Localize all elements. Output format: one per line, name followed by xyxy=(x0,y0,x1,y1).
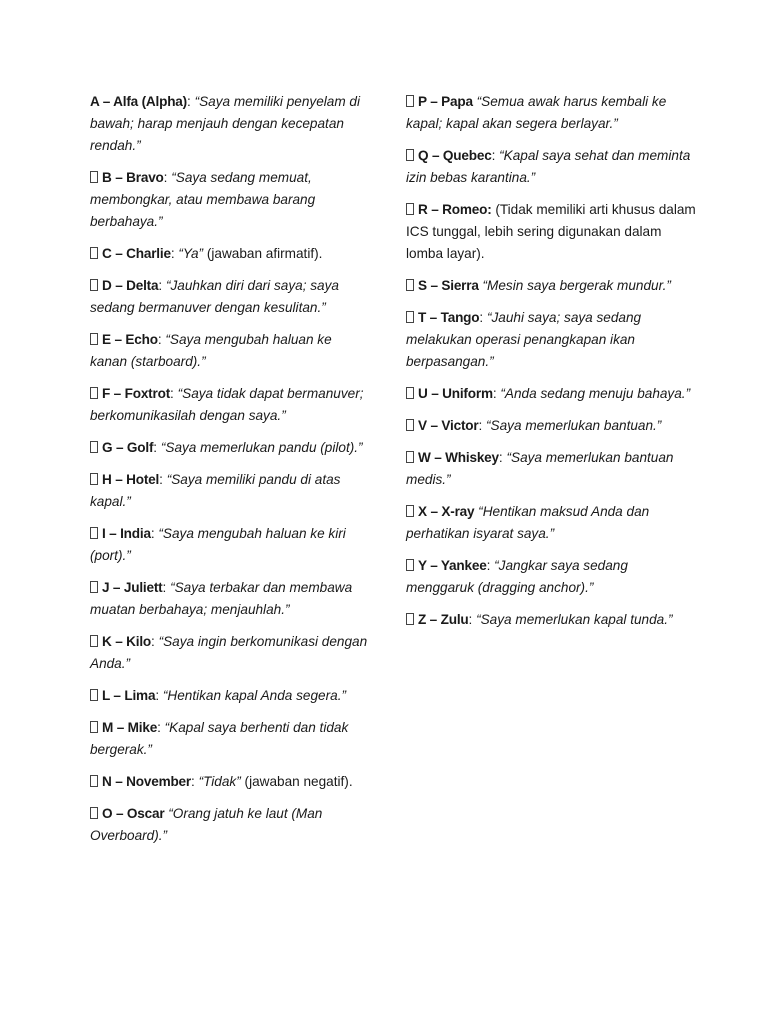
signal-flag-entry xyxy=(406,555,696,599)
signal-flag-entry xyxy=(90,717,372,761)
signal-flag-entry xyxy=(90,803,372,847)
flag-meaning: “Saya sedang memuat, membongkar, atau membawa barang berbahaya.” xyxy=(90,170,316,229)
missing-glyph-icon xyxy=(90,473,98,485)
signal-flag-entry xyxy=(90,243,372,265)
flag-code: J – Juliett xyxy=(102,580,163,595)
signal-flag-entry xyxy=(90,523,372,567)
separator: : xyxy=(468,612,477,627)
signal-flag-entry xyxy=(406,383,696,405)
missing-glyph-icon xyxy=(406,203,414,215)
signal-flag-entry xyxy=(406,415,696,437)
separator: : xyxy=(159,472,167,487)
flag-meaning: “Ya” xyxy=(178,246,204,261)
separator: : xyxy=(158,278,166,293)
missing-glyph-icon xyxy=(406,149,414,161)
flag-code: E – Echo xyxy=(102,332,158,347)
flag-code: O – Oscar xyxy=(102,806,165,821)
flag-code: W – Whiskey xyxy=(418,450,499,465)
flag-meaning: “Saya memerlukan kapal tunda.” xyxy=(476,612,673,627)
separator: : xyxy=(170,246,179,261)
flag-meaning: “Tidak” xyxy=(198,774,241,789)
flag-meaning: “Saya mengubah haluan ke kiri (port).” xyxy=(90,526,346,563)
signal-flag-entry xyxy=(90,577,372,621)
separator: : xyxy=(479,310,487,325)
signal-flag-entry xyxy=(90,437,372,459)
separator: : xyxy=(151,634,159,649)
missing-glyph-icon xyxy=(90,807,98,819)
flag-meaning: “Jauhi saya; saya sedang melakukan operasi penangkapan ikan berpasangan.” xyxy=(406,310,642,369)
missing-glyph-icon xyxy=(406,311,414,323)
missing-glyph-icon xyxy=(406,505,414,517)
missing-glyph-icon xyxy=(90,581,98,593)
separator: : xyxy=(187,94,195,109)
missing-glyph-icon xyxy=(406,387,414,399)
flag-meaning: “Saya terbakar dan membawa muatan berbahaya; menjauhlah.” xyxy=(90,580,353,617)
flag-meaning: “Saya memiliki pandu di atas kapal.” xyxy=(90,472,341,509)
flag-code: M – Mike xyxy=(102,720,158,735)
missing-glyph-icon xyxy=(90,527,98,539)
separator: : xyxy=(157,332,166,347)
flag-code: Z – Zulu xyxy=(418,612,469,627)
flag-note: (jawaban afirmatif). xyxy=(203,246,323,261)
missing-glyph-icon xyxy=(406,613,414,625)
signal-flag-entry xyxy=(90,275,372,319)
missing-glyph-icon xyxy=(90,279,98,291)
flag-code: C – Charlie xyxy=(102,246,171,261)
missing-glyph-icon xyxy=(90,171,98,183)
flag-code: I – India xyxy=(102,526,151,541)
flag-code: T – Tango xyxy=(418,310,480,325)
signal-flag-entry xyxy=(90,469,372,513)
signal-flag-entry xyxy=(406,91,696,135)
flag-meaning: “Saya mengubah haluan ke kanan (starboard).” xyxy=(90,332,332,369)
signal-flag-entry xyxy=(90,91,372,157)
flag-code: V – Victor xyxy=(418,418,479,433)
signal-flag-entry xyxy=(406,145,696,189)
flag-code: H – Hotel xyxy=(102,472,160,487)
flag-code: L – Lima xyxy=(102,688,156,703)
separator: : xyxy=(191,774,199,789)
signal-flag-entry xyxy=(90,771,372,793)
flag-code: N – November xyxy=(102,774,192,789)
separator: : xyxy=(498,450,507,465)
flag-note: (Tidak memiliki arti khusus dalam ICS tunggal, lebih sering digunakan dalam lomba layar). xyxy=(406,202,696,261)
flag-meaning: “Saya memiliki penyelam di bawah; harap menjauh dengan kecepatan rendah.” xyxy=(90,94,361,153)
flag-meaning: “Mesin saya bergerak mundur.” xyxy=(482,278,671,293)
flag-meaning: “Saya memerlukan bantuan.” xyxy=(486,418,662,433)
flag-meaning: “Saya tidak dapat bermanuver; berkomunikasilah dengan saya.” xyxy=(90,386,364,423)
missing-glyph-icon xyxy=(90,721,98,733)
signal-flag-entry xyxy=(90,685,372,707)
flag-code: F – Foxtrot xyxy=(102,386,171,401)
missing-glyph-icon xyxy=(90,635,98,647)
missing-glyph-icon xyxy=(90,333,98,345)
signal-flag-entry xyxy=(90,329,372,373)
flag-code: D – Delta xyxy=(102,278,159,293)
flag-code: U – Uniform xyxy=(418,386,493,401)
signal-flag-entry xyxy=(406,307,696,373)
missing-glyph-icon xyxy=(90,247,98,259)
missing-glyph-icon xyxy=(406,419,414,431)
flag-code: G – Golf xyxy=(102,440,154,455)
separator: : xyxy=(162,580,171,595)
flag-code: A – Alfa (Alpha) xyxy=(90,94,187,109)
flag-meaning: “Saya memerlukan pandu (pilot).” xyxy=(160,440,363,455)
missing-glyph-icon xyxy=(90,689,98,701)
flag-meaning: “Hentikan kapal Anda segera.” xyxy=(162,688,346,703)
missing-glyph-icon xyxy=(406,95,414,107)
separator: : xyxy=(157,720,165,735)
flag-meaning: “Semua awak harus kembali ke kapal; kapal akan segera berlayar.” xyxy=(406,94,667,131)
separator: : xyxy=(150,526,159,541)
signal-flag-entry xyxy=(406,275,696,297)
flag-meaning: “Jangkar saya sedang menggaruk (dragging anchor).” xyxy=(406,558,628,595)
separator: : xyxy=(163,170,172,185)
signal-flag-entry xyxy=(406,447,696,491)
separator: : xyxy=(492,386,501,401)
right-column xyxy=(406,91,696,641)
signal-flag-entry xyxy=(90,631,372,675)
missing-glyph-icon xyxy=(406,559,414,571)
separator: : xyxy=(170,386,178,401)
left-column xyxy=(90,91,372,857)
flag-meaning: “Saya memerlukan bantuan medis.” xyxy=(406,450,674,487)
flag-meaning: “Anda sedang menuju bahaya.” xyxy=(500,386,691,401)
flag-meaning: “Orang jatuh ke laut (Man Overboard).” xyxy=(90,806,323,843)
separator: : xyxy=(155,688,163,703)
flag-note: (jawaban negatif). xyxy=(240,774,353,789)
missing-glyph-icon xyxy=(90,441,98,453)
flag-code: P – Papa xyxy=(418,94,473,109)
signal-flag-entry xyxy=(90,167,372,233)
flag-code: Y – Yankee xyxy=(418,558,487,573)
missing-glyph-icon xyxy=(90,387,98,399)
flag-meaning: “Kapal saya berhenti dan tidak bergerak.” xyxy=(90,720,349,757)
flag-code: Q – Quebec xyxy=(418,148,492,163)
flag-code: K – Kilo xyxy=(102,634,152,649)
separator: : xyxy=(486,558,495,573)
missing-glyph-icon xyxy=(90,775,98,787)
missing-glyph-icon xyxy=(406,279,414,291)
flag-code: R – Romeo: xyxy=(418,202,492,217)
separator: : xyxy=(491,148,500,163)
separator: : xyxy=(153,440,161,455)
flag-meaning: “Jauhkan diri dari saya; saya sedang bermanuver dengan kesulitan.” xyxy=(90,278,339,315)
flag-code: B – Bravo xyxy=(102,170,164,185)
signal-flag-entry xyxy=(90,383,372,427)
signal-flag-entry xyxy=(406,501,696,545)
flag-meaning: “Kapal saya sehat dan meminta izin bebas karantina.” xyxy=(406,148,691,185)
separator: : xyxy=(478,418,487,433)
signal-flag-entry xyxy=(406,199,696,265)
flag-code: S – Sierra xyxy=(418,278,479,293)
flag-code: X – X-ray xyxy=(418,504,475,519)
missing-glyph-icon xyxy=(406,451,414,463)
flag-meaning: “Hentikan maksud Anda dan perhatikan isyarat saya.” xyxy=(406,504,650,541)
flag-meaning: “Saya ingin berkomunikasi dengan Anda.” xyxy=(90,634,368,671)
signal-flag-entry xyxy=(406,609,696,631)
